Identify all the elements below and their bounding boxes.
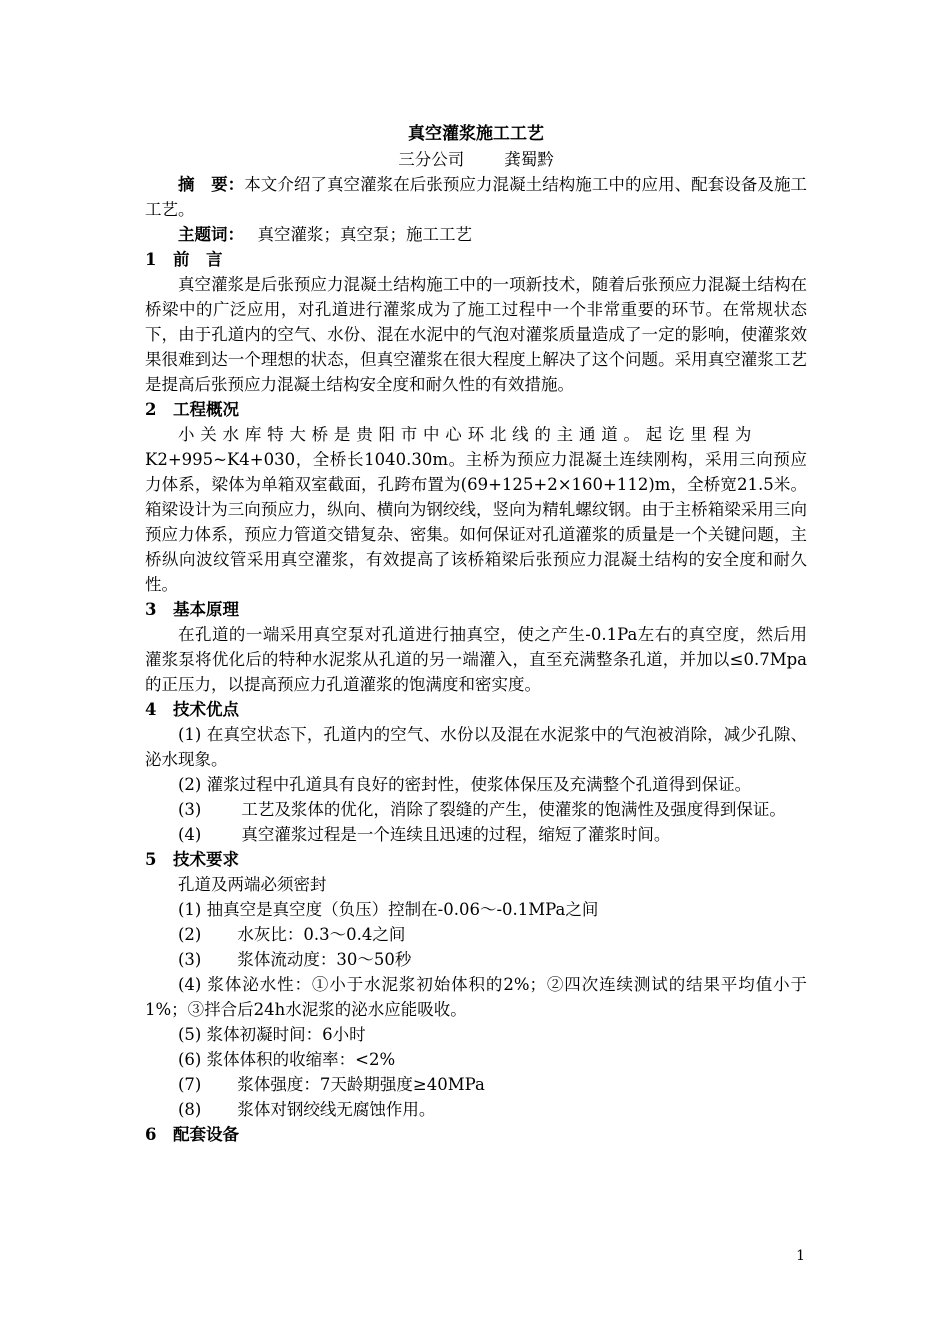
list-item: (3) 浆体流动度：30～50秒: [178, 950, 412, 969]
section-heading-2: 2 工程概况: [145, 400, 239, 419]
list-item: (5) 浆体初凝时间：6小时: [178, 1025, 366, 1044]
keywords-text: 真空灌浆；真空泵；施工工艺: [257, 225, 472, 244]
abstract: [145, 172, 807, 222]
list-item: (1) 在真空状态下，孔道内的空气、水份以及混在水泥浆中的气泡被消除，减少孔隙、泌水现象。: [145, 725, 808, 769]
section-heading-5: 5 技术要求: [145, 850, 239, 869]
list-item: (7) 浆体强度：7天龄期强度≥40MPa: [178, 1075, 485, 1094]
document-body: [145, 122, 807, 1147]
section-5-intro: 孔道及两端必须密封: [178, 875, 327, 894]
keywords-label: 主题词：: [178, 225, 236, 244]
section-heading-3: 3 基本原理: [145, 600, 239, 619]
author-dept: 三分公司: [398, 150, 465, 169]
section-2-paragraph: K2+995~K4+030，全桥长1040.30m。主桥为预应力混凝土连续刚构，采用三向预应力体系，梁体为单箱双室截面，孔跨布置为(69+125+2×160+112)m，全桥宽21.5米。箱梁设计为三向预应力，纵向、横向为钢绞线，竖向为精轧螺纹钢。由于主桥箱梁采用三向预应力体系，预应力管道交错复杂、密集。如何保证对孔道灌浆的质量是一个关键问题，主桥纵向波纹管采用真空灌浆，有效提高了该桥箱梁后张预应力混凝土结构的安全度和耐久性。: [145, 450, 807, 594]
author-name: 龚蜀黔: [504, 150, 554, 169]
section-3-paragraph: 在孔道的一端采用真空泵对孔道进行抽真空，使之产生-0.1Pa左右的真空度，然后用灌浆泵将优化后的特种水泥浆从孔道的另一端灌入，直至充满整条孔道，并加以≤0.7Mpa的正压力，以提高预应力孔道灌浆的饱满度和密实度。: [145, 625, 807, 694]
page-number: 1: [796, 1248, 805, 1264]
abstract-label: 摘 要：: [178, 175, 245, 194]
list-item: (3) 工艺及浆体的优化，消除了裂缝的产生，使灌浆的饱满性及强度得到保证。: [178, 800, 786, 819]
keywords: [145, 222, 807, 247]
author-line: [145, 147, 807, 172]
list-item: (4) 浆体泌水性：①小于水泥浆初始体积的2%；②四次连续测试的结果平均值小于1%；③拌合后24h水泥浆的泌水应能吸收。: [145, 975, 807, 1019]
section-heading-4: 4 技术优点: [145, 700, 239, 719]
list-item: (2) 灌浆过程中孔道具有良好的密封性，使浆体保压及充满整个孔道得到保证。: [178, 775, 752, 794]
list-item: (8) 浆体对钢绞线无腐蚀作用。: [178, 1100, 436, 1119]
section-heading-6: 6 配套设备: [145, 1125, 239, 1144]
abstract-text: 本文介绍了真空灌浆在后张预应力混凝土结构施工中的应用、配套设备及施工工艺。: [145, 175, 808, 219]
list-item: (4) 真空灌浆过程是一个连续且迅速的过程，缩短了灌浆时间。: [178, 825, 671, 844]
section-2-first-line: 小关水库特大桥是贵阳市中心环北线的主通道。起讫里程为: [178, 425, 758, 444]
document-title: 真空灌浆施工工艺: [408, 124, 544, 144]
list-item: (2) 水灰比：0.3～0.4之间: [178, 925, 406, 944]
section-heading-1: 1 前 言: [145, 250, 223, 269]
list-item: (6) 浆体体积的收缩率：<2%: [178, 1050, 396, 1069]
list-item: (1) 抽真空是真空度（负压）控制在-0.06～-0.1MPa之间: [178, 900, 599, 919]
section-1-paragraph: 真空灌浆是后张预应力混凝土结构施工中的一项新技术，随着后张预应力混凝土结构在桥梁中的广泛应用，对孔道进行灌浆成为了施工过程中一个非常重要的环节。在常规状态下，由于孔道内的空气、水份、混在水泥中的气泡对灌浆质量造成了一定的影响，使灌浆效果很难到达一个理想的状态，但真空灌浆在很大程度上解决了这个问题。采用真空灌浆工艺是提高后张预应力混凝土结构安全度和耐久性的有效措施。: [145, 275, 807, 394]
